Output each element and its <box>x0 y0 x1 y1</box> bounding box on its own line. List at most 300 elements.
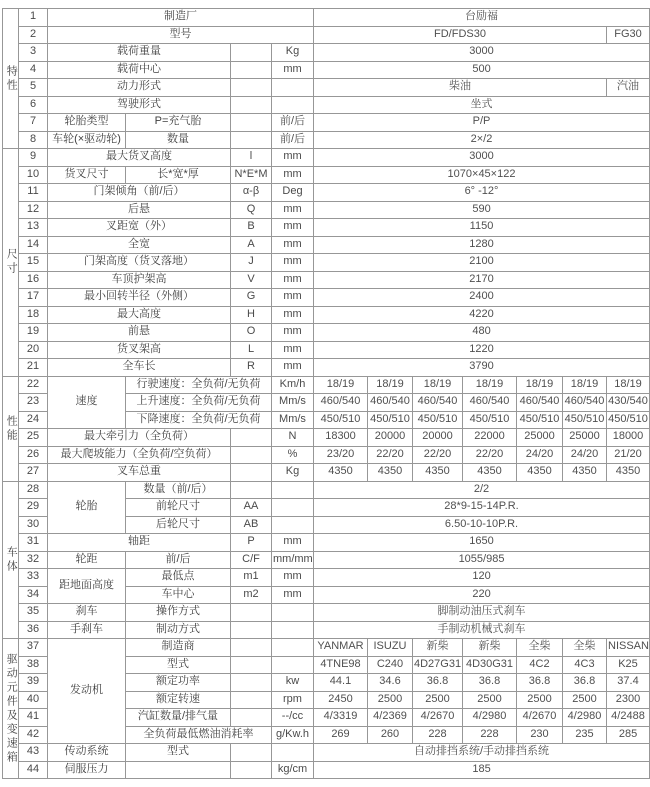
label-cell: 货叉尺寸 <box>48 166 126 184</box>
value-cell: 6.50-10-10P.R. <box>314 516 650 534</box>
value-cell: ISUZU <box>368 639 413 657</box>
num-cell: 40 <box>19 691 48 709</box>
num-cell: 6 <box>19 96 48 114</box>
label-cell: 车顶护架高 <box>48 271 231 289</box>
num-cell: 27 <box>19 464 48 482</box>
value-cell: 44.1 <box>314 674 368 692</box>
label-cell: 门架倾角（前/后） <box>48 184 231 202</box>
num-cell: 20 <box>19 341 48 359</box>
value-cell: 460/540 <box>517 394 563 412</box>
value-cell: 柴油 <box>314 79 607 97</box>
value-cell: 120 <box>314 569 650 587</box>
unit-cell: --/cc <box>272 709 314 727</box>
value-cell: 460/540 <box>463 394 517 412</box>
label-cell: 前/后 <box>126 551 231 569</box>
value-cell: 2400 <box>314 289 650 307</box>
value-cell: 4C3 <box>563 656 607 674</box>
label-cell: 后悬 <box>48 201 231 219</box>
sym-cell <box>231 131 272 149</box>
value-cell: 4D30G31 <box>463 656 517 674</box>
table-row <box>3 201 650 219</box>
value-cell: 4/2980 <box>563 709 607 727</box>
unit-cell: mm <box>272 569 314 587</box>
num-cell: 17 <box>19 289 48 307</box>
label-cell: 数量 <box>126 131 231 149</box>
table-row <box>3 551 650 569</box>
label-cell: 叉车总重 <box>48 464 231 482</box>
num-cell: 44 <box>19 761 48 779</box>
value-cell: FG30 <box>607 26 650 44</box>
label-cell: 制造商 <box>126 639 231 657</box>
sym-cell <box>231 61 272 79</box>
value-cell: 3000 <box>314 44 650 62</box>
value-cell: FD/FDS30 <box>314 26 607 44</box>
value-cell: 25000 <box>517 429 563 447</box>
sym-cell <box>231 744 272 762</box>
unit-cell: mm <box>272 586 314 604</box>
num-cell: 35 <box>19 604 48 622</box>
value-cell: 1070×45×122 <box>314 166 650 184</box>
label-cell: 轮胎 <box>48 481 126 534</box>
label-cell: 速度 <box>48 376 126 429</box>
value-cell: 460/540 <box>314 394 368 412</box>
sym-cell <box>231 464 272 482</box>
label-cell: 操作方式 <box>126 604 231 622</box>
unit-cell: 前/后 <box>272 131 314 149</box>
num-cell: 15 <box>19 254 48 272</box>
value-cell: 18/19 <box>314 376 368 394</box>
label-cell: 制动方式 <box>126 621 231 639</box>
sym-cell <box>231 709 272 727</box>
value-cell: 450/510 <box>563 411 607 429</box>
value-cell: 590 <box>314 201 650 219</box>
value-cell: 34.6 <box>368 674 413 692</box>
num-cell: 36 <box>19 621 48 639</box>
value-cell: 全柴 <box>563 639 607 657</box>
num-cell: 31 <box>19 534 48 552</box>
unit-cell: Kg <box>272 44 314 62</box>
num-cell: 4 <box>19 61 48 79</box>
sym-cell <box>231 79 272 97</box>
label-cell: 制造厂 <box>48 9 314 27</box>
num-cell: 14 <box>19 236 48 254</box>
sym-cell: C/F <box>231 551 272 569</box>
forklift-spec-table <box>2 8 650 779</box>
num-cell: 12 <box>19 201 48 219</box>
num-cell: 7 <box>19 114 48 132</box>
unit-cell <box>272 96 314 114</box>
unit-cell <box>272 79 314 97</box>
label-cell: 最大爬坡能力（全负荷/空负荷） <box>48 446 231 464</box>
label-cell: 型号 <box>48 26 314 44</box>
table-row <box>3 604 650 622</box>
sym-cell: J <box>231 254 272 272</box>
unit-cell: rpm <box>272 691 314 709</box>
num-cell: 33 <box>19 569 48 587</box>
label-cell: 最大货叉高度 <box>48 149 231 167</box>
unit-cell: kg/cm <box>272 761 314 779</box>
unit-cell <box>272 516 314 534</box>
sym-cell <box>231 639 272 657</box>
label-cell: 最低点 <box>126 569 231 587</box>
value-cell: 450/510 <box>463 411 517 429</box>
value-cell: 228 <box>463 726 517 744</box>
table-row <box>3 569 650 587</box>
value-cell: 235 <box>563 726 607 744</box>
value-cell: 台励福 <box>314 9 650 27</box>
value-cell: 自动排挡系统/手动排挡系统 <box>314 744 650 762</box>
sym-cell: α-β <box>231 184 272 202</box>
table-row <box>3 131 650 149</box>
unit-cell: mm <box>272 61 314 79</box>
num-cell: 30 <box>19 516 48 534</box>
num-cell: 37 <box>19 639 48 657</box>
table-row <box>3 464 650 482</box>
sym-cell: R <box>231 359 272 377</box>
label-cell: 全车长 <box>48 359 231 377</box>
sym-cell <box>231 44 272 62</box>
num-cell: 23 <box>19 394 48 412</box>
value-cell: 汽油 <box>607 79 650 97</box>
table-row <box>3 44 650 62</box>
num-cell: 10 <box>19 166 48 184</box>
value-cell: 260 <box>368 726 413 744</box>
value-cell: 6° -12° <box>314 184 650 202</box>
num-cell: 21 <box>19 359 48 377</box>
unit-cell <box>272 481 314 499</box>
label-cell: 下降速度：全负荷/无负荷 <box>126 411 272 429</box>
label-cell: 型式 <box>126 656 231 674</box>
value-cell: 22000 <box>463 429 517 447</box>
table-row <box>3 324 650 342</box>
value-cell: 新柴 <box>413 639 463 657</box>
table-row <box>3 149 650 167</box>
value-cell: 1055/985 <box>314 551 650 569</box>
sym-cell <box>231 674 272 692</box>
unit-cell: Km/h <box>272 376 314 394</box>
num-cell: 8 <box>19 131 48 149</box>
num-cell: 26 <box>19 446 48 464</box>
value-cell: 18/19 <box>563 376 607 394</box>
table-row <box>3 429 650 447</box>
sym-cell <box>231 481 272 499</box>
unit-cell: mm <box>272 359 314 377</box>
value-cell: 4350 <box>368 464 413 482</box>
spec-sheet-page <box>0 8 650 787</box>
num-cell: 9 <box>19 149 48 167</box>
value-cell: P/P <box>314 114 650 132</box>
sym-cell <box>231 656 272 674</box>
value-cell: 22/20 <box>413 446 463 464</box>
value-cell: 2170 <box>314 271 650 289</box>
label-cell: 载荷中心 <box>48 61 231 79</box>
num-cell: 43 <box>19 744 48 762</box>
value-cell: 2500 <box>413 691 463 709</box>
unit-cell: kw <box>272 674 314 692</box>
value-cell: 23/20 <box>314 446 368 464</box>
label-cell: 行驶速度：全负荷/无负荷 <box>126 376 272 394</box>
num-cell: 29 <box>19 499 48 517</box>
label-cell: 轮距 <box>48 551 126 569</box>
num-cell: 22 <box>19 376 48 394</box>
unit-cell: mm <box>272 324 314 342</box>
value-cell: 18300 <box>314 429 368 447</box>
sym-cell: N*E*M <box>231 166 272 184</box>
value-cell: 脚制动油压式刹车 <box>314 604 650 622</box>
label-cell: 最大牵引力（全负荷） <box>48 429 231 447</box>
value-cell: 4/2369 <box>368 709 413 727</box>
table-row <box>3 79 650 97</box>
unit-cell: mm <box>272 254 314 272</box>
table-row <box>3 621 650 639</box>
label-cell: 动力形式 <box>48 79 231 97</box>
unit-cell <box>272 621 314 639</box>
table-row <box>3 184 650 202</box>
sym-cell: L <box>231 341 272 359</box>
value-cell: 28*9-15-14P.R. <box>314 499 650 517</box>
unit-cell: mm <box>272 236 314 254</box>
table-row <box>3 761 650 779</box>
value-cell: 3790 <box>314 359 650 377</box>
table-row <box>3 219 650 237</box>
value-cell: 1220 <box>314 341 650 359</box>
unit-cell <box>272 639 314 657</box>
value-cell: 新柴 <box>463 639 517 657</box>
num-cell: 42 <box>19 726 48 744</box>
unit-cell: g/Kw.h <box>272 726 314 744</box>
value-cell: 4/3319 <box>314 709 368 727</box>
value-cell: 460/540 <box>413 394 463 412</box>
label-cell: 轴距 <box>48 534 231 552</box>
value-cell: 20000 <box>413 429 463 447</box>
table-row <box>3 271 650 289</box>
table-row <box>3 26 650 44</box>
sym-cell: AB <box>231 516 272 534</box>
label-cell: 门架高度（货叉落地） <box>48 254 231 272</box>
value-cell: 手制动机械式刹车 <box>314 621 650 639</box>
table-row <box>3 96 650 114</box>
num-cell: 28 <box>19 481 48 499</box>
label-cell: 手刹车 <box>48 621 126 639</box>
unit-cell: 前/后 <box>272 114 314 132</box>
num-cell: 11 <box>19 184 48 202</box>
unit-cell: mm <box>272 534 314 552</box>
value-cell: 2450 <box>314 691 368 709</box>
label-cell: 全宽 <box>48 236 231 254</box>
num-cell: 32 <box>19 551 48 569</box>
unit-cell: mm <box>272 149 314 167</box>
label-cell: 车中心 <box>126 586 231 604</box>
unit-cell: mm <box>272 289 314 307</box>
label-cell: 长*宽*厚 <box>126 166 231 184</box>
num-cell: 41 <box>19 709 48 727</box>
label-cell: 车轮(×驱动轮) <box>48 131 126 149</box>
value-cell: 18/19 <box>413 376 463 394</box>
value-cell: 460/540 <box>368 394 413 412</box>
sym-cell: P <box>231 534 272 552</box>
value-cell: 36.8 <box>563 674 607 692</box>
sym-cell <box>231 761 272 779</box>
unit-cell: Mm/s <box>272 411 314 429</box>
sym-cell: H <box>231 306 272 324</box>
value-cell: 230 <box>517 726 563 744</box>
table-row <box>3 376 650 394</box>
sym-cell <box>231 96 272 114</box>
value-cell: 480 <box>314 324 650 342</box>
label-cell: 驾驶形式 <box>48 96 231 114</box>
value-cell: NISSAN <box>607 639 650 657</box>
sym-cell: A <box>231 236 272 254</box>
value-cell: K25 <box>607 656 650 674</box>
unit-cell: mm <box>272 271 314 289</box>
group-cell: 特性 <box>3 9 19 149</box>
label-cell: 上升速度：全负荷/无负荷 <box>126 394 272 412</box>
value-cell: 4/2670 <box>413 709 463 727</box>
label-cell: 额定功率 <box>126 674 231 692</box>
sym-cell <box>231 604 272 622</box>
label-cell: 后轮尺寸 <box>126 516 231 534</box>
label-cell: 发动机 <box>48 639 126 744</box>
value-cell: 450/510 <box>607 411 650 429</box>
label-cell: 额定转速 <box>126 691 231 709</box>
value-cell: 18000 <box>607 429 650 447</box>
value-cell: 4350 <box>563 464 607 482</box>
num-cell: 13 <box>19 219 48 237</box>
value-cell: 4220 <box>314 306 650 324</box>
value-cell: 36.8 <box>463 674 517 692</box>
value-cell: 36.8 <box>517 674 563 692</box>
label-cell: 距地面高度 <box>48 569 126 604</box>
label-cell: 刹车 <box>48 604 126 622</box>
sym-cell: m2 <box>231 586 272 604</box>
sym-cell <box>231 114 272 132</box>
value-cell: 1280 <box>314 236 650 254</box>
sym-cell <box>231 621 272 639</box>
label-cell: 传动系统 <box>48 744 126 762</box>
num-cell: 3 <box>19 44 48 62</box>
sym-cell: O <box>231 324 272 342</box>
unit-cell: Deg <box>272 184 314 202</box>
value-cell: 4/2980 <box>463 709 517 727</box>
unit-cell: mm <box>272 306 314 324</box>
value-cell: 1650 <box>314 534 650 552</box>
table-row <box>3 306 650 324</box>
num-cell: 1 <box>19 9 48 27</box>
sym-cell: B <box>231 219 272 237</box>
group-cell: 驱动元件及变速箱 <box>3 639 19 779</box>
sym-cell: AA <box>231 499 272 517</box>
value-cell: 18/19 <box>517 376 563 394</box>
group-cell: 尺寸 <box>3 149 19 377</box>
unit-cell: % <box>272 446 314 464</box>
sym-cell: Q <box>231 201 272 219</box>
value-cell: 2500 <box>463 691 517 709</box>
unit-cell <box>272 656 314 674</box>
num-cell: 24 <box>19 411 48 429</box>
table-row <box>3 61 650 79</box>
label-cell <box>126 761 231 779</box>
label-cell: 轮胎类型 <box>48 114 126 132</box>
value-cell: 2500 <box>517 691 563 709</box>
value-cell: 24/20 <box>517 446 563 464</box>
value-cell: C240 <box>368 656 413 674</box>
value-cell: 24/20 <box>563 446 607 464</box>
num-cell: 16 <box>19 271 48 289</box>
label-cell: 全负荷最低燃油消耗率 <box>126 726 272 744</box>
unit-cell: mm <box>272 219 314 237</box>
sym-cell <box>231 691 272 709</box>
label-cell: 最大高度 <box>48 306 231 324</box>
table-row <box>3 446 650 464</box>
value-cell: 2×/2 <box>314 131 650 149</box>
value-cell: 4350 <box>517 464 563 482</box>
value-cell: 4D27G31 <box>413 656 463 674</box>
value-cell: 1150 <box>314 219 650 237</box>
table-row <box>3 534 650 552</box>
table-row <box>3 254 650 272</box>
table-row <box>3 236 650 254</box>
spec-table-body <box>3 9 650 779</box>
value-cell: 4350 <box>463 464 517 482</box>
value-cell: 2500 <box>368 691 413 709</box>
value-cell: 2500 <box>563 691 607 709</box>
unit-cell: Mm/s <box>272 394 314 412</box>
value-cell: 500 <box>314 61 650 79</box>
unit-cell: N <box>272 429 314 447</box>
value-cell: 430/540 <box>607 394 650 412</box>
sym-cell: m1 <box>231 569 272 587</box>
value-cell: 450/510 <box>517 411 563 429</box>
value-cell: 坐式 <box>314 96 650 114</box>
sym-cell: V <box>231 271 272 289</box>
value-cell: 450/510 <box>314 411 368 429</box>
label-cell: 伺服压力 <box>48 761 126 779</box>
sym-cell: G <box>231 289 272 307</box>
label-cell: 货叉架高 <box>48 341 231 359</box>
group-cell: 车体 <box>3 481 19 639</box>
value-cell: 36.8 <box>413 674 463 692</box>
num-cell: 5 <box>19 79 48 97</box>
sym-cell: l <box>231 149 272 167</box>
value-cell: 22/20 <box>463 446 517 464</box>
label-cell: 数量（前/后） <box>126 481 231 499</box>
table-row <box>3 114 650 132</box>
value-cell: 4/2670 <box>517 709 563 727</box>
label-cell: P=充气胎 <box>126 114 231 132</box>
label-cell: 汽缸数量/排气量 <box>126 709 231 727</box>
value-cell: 285 <box>607 726 650 744</box>
num-cell: 39 <box>19 674 48 692</box>
value-cell: 220 <box>314 586 650 604</box>
sym-cell <box>231 446 272 464</box>
value-cell: 2100 <box>314 254 650 272</box>
value-cell: 21/20 <box>607 446 650 464</box>
num-cell: 19 <box>19 324 48 342</box>
value-cell: 4TNE98 <box>314 656 368 674</box>
table-row <box>3 9 650 27</box>
unit-cell: mm <box>272 341 314 359</box>
unit-cell: mm <box>272 201 314 219</box>
value-cell: 20000 <box>368 429 413 447</box>
label-cell: 叉距宽（外） <box>48 219 231 237</box>
label-cell: 前悬 <box>48 324 231 342</box>
value-cell: 18/19 <box>368 376 413 394</box>
value-cell: 269 <box>314 726 368 744</box>
value-cell: 450/510 <box>413 411 463 429</box>
label-cell: 前轮尺寸 <box>126 499 231 517</box>
table-row <box>3 639 650 657</box>
sym-cell <box>231 429 272 447</box>
